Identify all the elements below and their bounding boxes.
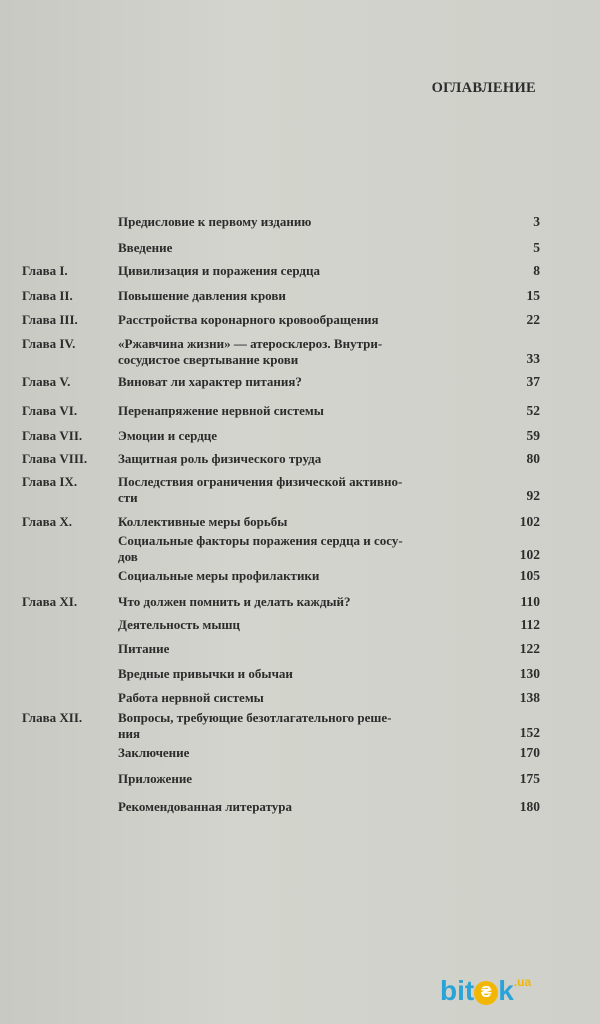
entry-title: Что должен помнить и делать каждый? [118, 594, 351, 609]
page-number: 15 [526, 288, 540, 303]
page-number: 5 [533, 240, 540, 255]
page-number: 122 [519, 641, 540, 656]
page-number: 92 [526, 488, 540, 503]
entry-title: Защитная роль физического труда [118, 451, 322, 466]
chapter-label: Глава IX. [22, 474, 78, 489]
entry-title: Последствия ограничения физической активно- [118, 474, 403, 489]
chapter-label: Глава I. [22, 263, 68, 278]
page-number: 22 [526, 312, 540, 327]
entry-title: Предисловие к первому изданию [118, 214, 312, 229]
logo-domain: .ua [513, 975, 532, 989]
entry-title: «Ржавчина жизни» — атеросклероз. Внутри- [118, 336, 383, 351]
entry-title: Коллективные меры борьбы [118, 514, 288, 529]
entry-title: Эмоции и сердце [118, 428, 218, 443]
page-number: 180 [519, 799, 540, 814]
entry-title: Вредные привычки и обычаи [118, 666, 293, 681]
chapter-label: Глава IV. [22, 336, 76, 351]
entry-title: Перенапряжение нервной системы [118, 403, 324, 418]
entry-title: Социальные факторы поражения сердца и сосу- [118, 533, 403, 548]
chapter-label: Глава II. [22, 288, 73, 303]
chapter-label: Глава V. [22, 374, 71, 389]
entry-title: Виноват ли характер питания? [118, 374, 302, 389]
entry-title: Расстройства коронарного кровообращения [118, 312, 379, 327]
page-number: 112 [520, 617, 540, 632]
entry-title: ния [118, 726, 141, 741]
entry-title: Рекомендованная литература [118, 799, 293, 814]
chapter-label: Глава XII. [22, 710, 83, 725]
page-number: 130 [519, 666, 540, 681]
page-number: 152 [519, 725, 540, 740]
chapter-label: Глава VII. [22, 428, 83, 443]
page-number: 33 [526, 351, 540, 366]
chapter-label: Глава III. [22, 312, 78, 327]
page-number: 105 [519, 568, 540, 583]
page-number: 80 [526, 451, 540, 466]
entry-title: Заключение [118, 745, 190, 760]
page-title: ОГЛАВЛЕНИЕ [431, 80, 536, 96]
entry-title: Вопросы, требующие безотлагательного реше- [118, 710, 392, 725]
logo-text-suffix: k [498, 975, 514, 1006]
page-number: 170 [519, 745, 540, 760]
entry-title: Приложение [118, 771, 193, 786]
watermark-logo [440, 975, 531, 1007]
entry-title: Цивилизация и поражения сердца [118, 263, 320, 278]
page-number: 175 [519, 771, 540, 786]
entry-title: Питание [118, 641, 170, 656]
entry-title: Работа нервной системы [118, 690, 264, 705]
chapter-label: Глава VI. [22, 403, 78, 418]
entry-title: Повышение давления крови [118, 288, 286, 303]
chapter-label: Глава X. [22, 514, 73, 529]
page-number: 37 [526, 374, 540, 389]
page-number: 52 [526, 403, 540, 418]
page-number: 102 [519, 514, 540, 529]
page-number: 110 [520, 594, 540, 609]
page-number: 59 [526, 428, 540, 443]
page-number: 138 [519, 690, 540, 705]
logo-text-prefix: bit [440, 975, 475, 1006]
page-number: 102 [519, 547, 540, 562]
entry-title: дов [118, 549, 138, 564]
chapter-label: Глава XI. [22, 594, 78, 609]
page-number: 3 [533, 214, 540, 229]
entry-title: сосудистое свертывание крови [118, 352, 299, 367]
entry-title: Введение [118, 240, 173, 255]
page-number: 8 [533, 263, 540, 278]
entry-title: сти [118, 490, 138, 505]
entry-title: Деятельность мышц [118, 617, 240, 632]
chapter-label: Глава VIII. [22, 451, 88, 466]
entry-title: Социальные меры профилактики [118, 568, 320, 583]
logo-coin-icon: ₴ [474, 981, 498, 1005]
